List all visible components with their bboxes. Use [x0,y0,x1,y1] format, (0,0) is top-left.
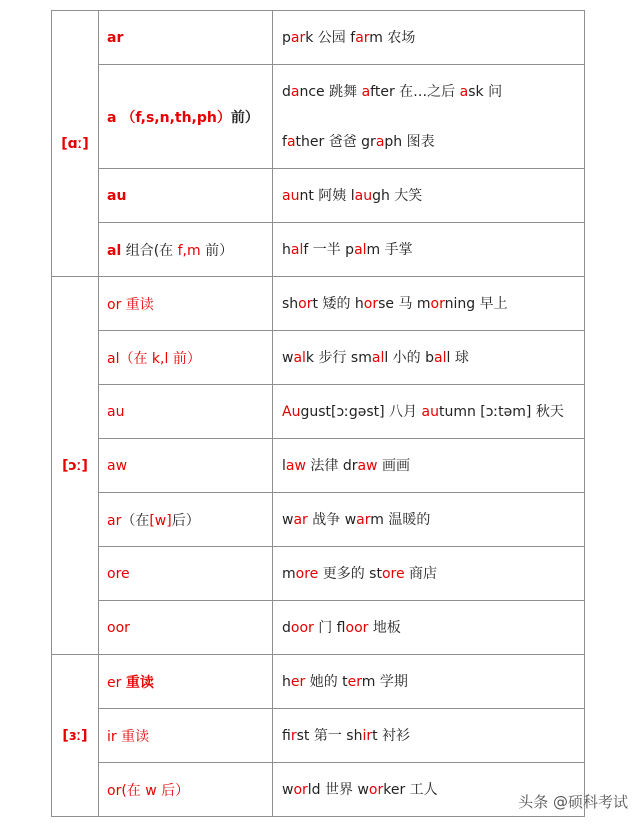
word-text: 画画 [377,457,410,474]
example-words [273,547,585,601]
spelling-pattern [99,655,273,709]
highlighted-letters: oor [290,619,314,636]
example-line [282,186,584,206]
highlighted-letters: ore [295,565,319,582]
table-row [52,169,585,223]
pattern-segment: ar [107,29,124,46]
pattern-segment: er [107,674,126,691]
word-text: f [350,29,356,46]
phonetic-symbol: [ɔː] [52,277,99,655]
highlighted-letters: a [290,83,300,100]
example-line [282,672,584,692]
table-row [52,65,585,169]
word-text: m [282,565,296,582]
highlighted-letters: ar [356,511,371,528]
highlighted-letters: a [375,133,385,150]
example-line [282,456,584,476]
pattern-segment: or 重读 [107,296,154,313]
example-line [282,294,584,314]
word-text: d [282,83,291,100]
word-text: gh 大笑 [372,187,423,204]
pattern-segment: 重读 [125,674,154,691]
word-text: m 学期 [361,673,408,690]
word-text: fter 在…之后 [370,83,460,100]
spelling-pattern [99,277,273,331]
spelling-pattern [99,65,273,169]
table-row [52,331,585,385]
highlighted-letters: or [293,781,308,798]
highlighted-letters: ar [290,29,306,46]
example-words [273,493,585,547]
example-line [282,132,584,152]
table-row [52,493,585,547]
example-words [273,655,585,709]
example-line [282,726,584,746]
word-text: w [282,349,294,366]
word-text: 更多的 st [318,565,382,582]
word-text: ning 早上 [444,295,508,312]
pattern-segment: ore [107,565,130,582]
table-row [52,439,585,493]
pattern-segment: ir 重读 [107,728,150,745]
highlighted-letters: a [459,83,469,100]
table-row [52,763,585,817]
example-line [282,618,584,638]
spelling-pattern [99,493,273,547]
spelling-pattern [99,439,273,493]
spelling-pattern [99,547,273,601]
pattern-segment: （在 [121,512,150,529]
example-line [282,348,584,368]
pattern-segment: au [107,187,127,204]
word-text: 战争 w [307,511,357,528]
highlighted-letters: or [430,295,445,312]
highlighted-letters: ore [381,565,405,582]
word-text: se 马 m [378,295,431,312]
pattern-segment: ar [107,512,122,529]
pattern-segment: f,m [177,242,201,259]
pattern-segment: [w] [149,512,172,529]
word-text: k 步行 sm [305,349,372,366]
table-row [52,709,585,763]
pattern-segment: aw [107,457,128,474]
highlighted-letters: Au [282,403,301,420]
spelling-pattern [99,331,273,385]
highlighted-letters: ar [355,29,370,46]
highlighted-letters: oor [345,619,369,636]
spelling-pattern [99,601,273,655]
spelling-pattern [99,709,273,763]
word-text: t 衬衫 [372,727,411,744]
word-text: 门 fl [313,619,346,636]
word-text: 她的 t [305,673,348,690]
example-words [273,385,585,439]
pattern-segment: al（在 k,l 前） [107,350,201,367]
spelling-pattern [99,763,273,817]
highlighted-letters: al [290,241,304,258]
table-row [52,277,585,331]
word-text: ld 世界 w [307,781,369,798]
table-row [52,385,585,439]
highlighted-letters: ir [362,727,373,744]
word-text: st 第一 sh [296,727,363,744]
word-text: p [282,29,291,46]
highlighted-letters: aw [357,457,378,474]
highlighted-letters: er [290,673,306,690]
table-row [52,655,585,709]
spelling-pattern [99,223,273,277]
example-words [273,601,585,655]
word-text: nce 跳舞 [299,83,362,100]
highlighted-letters: al [371,349,385,366]
word-text: m 手掌 [366,241,413,258]
pattern-segment: a （f,s,n,th,ph） [107,109,231,126]
word-text: sh [282,295,299,312]
spelling-pattern [99,11,273,65]
highlighted-letters: aw [285,457,306,474]
pattern-segment: 前） [230,109,259,126]
highlighted-letters: al [354,241,367,258]
pattern-segment: oor [107,619,130,636]
highlighted-letters: au [354,187,373,204]
example-line [282,564,584,584]
example-words [273,65,585,169]
example-words [273,11,585,65]
word-text: sk 问 [468,83,503,100]
highlighted-letters: au [421,403,439,420]
word-text: ph 图表 [384,133,435,150]
word-text: tumn [ɔːtəm] 秋天 [438,403,564,420]
highlighted-letters: or [363,295,379,312]
phonetic-symbol: [ɑː] [52,11,99,277]
highlighted-letters: al [293,349,306,366]
word-text: w [282,781,294,798]
word-text: w [282,511,294,528]
word-text: l [282,457,286,474]
word-text: 商店 [404,565,438,582]
word-text: gust[ɔːgəst] 八月 [300,403,422,420]
word-text: h [282,673,291,690]
highlighted-letters: or [298,295,313,312]
pattern-segment: al [107,242,122,259]
highlighted-letters: a [361,83,371,100]
highlighted-letters: or [368,781,384,798]
phonetics-table [51,10,585,817]
highlighted-letters: al [434,349,447,366]
word-text: ther 爸爸 gr [295,133,376,150]
word-text: 地板 [368,619,401,636]
example-words [273,277,585,331]
word-text: d [282,619,291,636]
pattern-segment: au [107,403,125,420]
pattern-segment: 前） [200,242,234,259]
word-text: k 公园 [305,29,351,46]
example-line [282,240,584,260]
highlighted-letters: au [282,187,300,204]
word-text: 法律 dr [305,457,358,474]
spelling-pattern [99,169,273,223]
example-words [273,709,585,763]
highlighted-letters: er [347,673,362,690]
table-row [52,11,585,65]
phonetic-symbol: [ɜː] [52,655,99,817]
watermark: 头条 @硕科考试 [518,793,628,811]
word-text: h [282,241,291,258]
example-words [273,223,585,277]
pattern-segment: 后） [171,512,200,529]
pattern-segment: or(在 w 后） [107,782,190,799]
spelling-pattern [99,385,273,439]
pattern-segment: 组合(在 [121,242,178,259]
word-text: m 农场 [369,29,416,46]
example-words [273,169,585,223]
word-text: f 一半 p [303,241,355,258]
example-words [273,331,585,385]
example-words [273,439,585,493]
highlighted-letters: a [286,133,296,150]
word-text: l 小的 b [384,349,435,366]
word-text: t 矮的 h [312,295,364,312]
highlighted-letters: ar [293,511,308,528]
table-row [52,601,585,655]
word-text: f [282,133,287,150]
word-text: l 球 [446,349,469,366]
table-row [52,223,585,277]
word-text: ker 工人 [383,781,438,798]
word-text: m 温暖的 [370,511,431,528]
example-line [282,28,584,48]
word-text: f [282,727,291,744]
table-row [52,547,585,601]
highlighted-letters: ir [290,727,297,744]
example-line [282,82,584,102]
word-text: nt 阿姨 l [299,187,355,204]
example-line [282,510,584,530]
example-line [282,402,584,422]
